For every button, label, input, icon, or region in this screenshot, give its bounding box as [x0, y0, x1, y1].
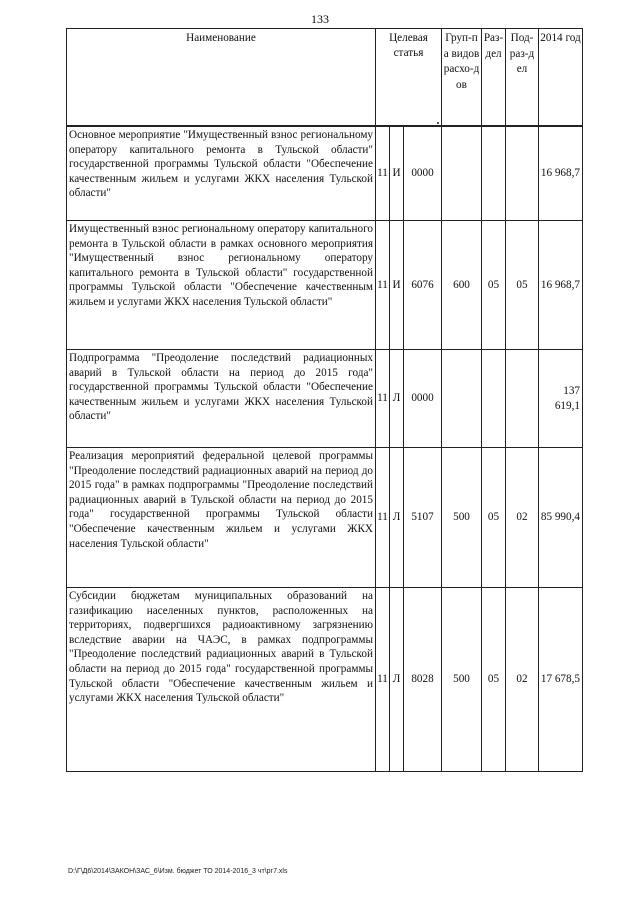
budget-table: [66, 28, 583, 772]
header-subsection: [506, 29, 539, 126]
header-year: 2014 год: [539, 29, 583, 126]
header-name: Наименование: [67, 29, 376, 126]
row-name: [67, 221, 376, 350]
row-cs-program: 11: [376, 127, 390, 221]
row-cs-subprogram: И: [390, 127, 404, 221]
row-cs-code: 5107: [404, 448, 442, 588]
row-name-text: Основное мероприятие "Имущественный взнос региональному оператору капитального ремонта в Тульской области" государственной программы Тульской области "Обеспечение качественным жильем и услугами ЖКХ населения Тульской области": [69, 129, 373, 200]
header-expense-group: [442, 29, 482, 126]
row-section: 05: [482, 448, 506, 588]
table-row: [67, 221, 583, 350]
row-group: 600: [442, 221, 482, 350]
row-amount: 85 990,4: [539, 448, 583, 588]
header-subsection-label: Под-раз-дел: [509, 32, 535, 75]
row-cs-code: 0000: [404, 127, 442, 221]
row-cs-code: 0000: [404, 350, 442, 448]
row-name: [67, 448, 376, 588]
row-name: [67, 588, 376, 772]
table-row: [67, 350, 583, 448]
row-amount: 137 619,1: [539, 350, 583, 448]
row-group: [442, 350, 482, 448]
row-cs-code: 8028: [404, 588, 442, 772]
row-subsection: 02: [506, 448, 539, 588]
header-section-label: Раз-дел: [483, 32, 504, 60]
page-number: 133: [311, 12, 329, 26]
header-target-article-label: Целевая статья: [389, 32, 428, 59]
row-subsection: 02: [506, 588, 539, 772]
row-cs-program: 11: [376, 448, 390, 588]
row-subsection: [506, 127, 539, 221]
row-subsection: 05: [506, 221, 539, 350]
row-name-text: Подпрограмма "Преодоление последствий радиационных аварий в Тульской области на период до 2015 года" государственной программы Тульской области "Обеспечение качественным жильем и услугами ЖКХ населения Тульской области": [69, 352, 373, 423]
file-path-footer: D:\Г\Д6\2014\ЗАКОН\ЗАС_6\Изм. бюджет ТО 2014-2016_3 чт\рг7.xls: [68, 868, 288, 875]
table-row: [67, 127, 583, 221]
row-amount: 16 968,7: [539, 127, 583, 221]
row-name-text: Реализация мероприятий федеральной целевой программы "Преодоление последствий радиационных аварий на период до 2015 года" в рамках подпрограммы "Преодоление последствий радиационных аварий в Тульской области на период до 2015 года" государственной программы Тульской области "Обеспечение качественным жильем и услугами ЖКХ населения Тульской области": [69, 450, 373, 550]
row-name: [67, 127, 376, 221]
row-section: 05: [482, 221, 506, 350]
row-cs-program: 11: [376, 221, 390, 350]
header-section: [482, 29, 506, 126]
row-cs-subprogram: Л: [390, 350, 404, 448]
row-amount: 17 678,5: [539, 588, 583, 772]
row-cs-program: 11: [376, 350, 390, 448]
row-cs-subprogram: И: [390, 221, 404, 350]
row-cs-code: 6076: [404, 221, 442, 350]
row-section: 05: [482, 588, 506, 772]
row-name-text: Субсидии бюджетам муниципальных образований на газификацию населенных пунктов, расположенных на территориях, подвергшихся радиоактивному загрязнению вследствие аварии на ЧАЭС, в рамках подпрограммы "Преодоление последствий радиационных аварий в Тульской области на период до 2015 года" государственной программы Тульской области "Обеспечение качественным жильем и услугами ЖКХ населения Тульской области": [69, 590, 373, 705]
row-name-text: Имущественный взнос региональному оператору капитального ремонта в Тульской области в рамках основного мероприятия "Имущественный взнос региональному оператору капитального ремонта в Тульской области" государственной программы Тульской области "Обеспечение качественным жильем и услугами ЖКХ населения Тульской области": [69, 223, 373, 308]
row-amount: 16 968,7: [539, 221, 583, 350]
table-row: [67, 588, 583, 772]
row-section: [482, 127, 506, 221]
table-row: [67, 448, 583, 588]
row-group: 500: [442, 448, 482, 588]
row-cs-subprogram: Л: [390, 448, 404, 588]
row-cs-program: 11: [376, 588, 390, 772]
row-cs-subprogram: Л: [390, 588, 404, 772]
row-group: 500: [442, 588, 482, 772]
header-expense-group-label: Груп-па видов расхо-дов: [443, 32, 480, 91]
table-header-row: [67, 29, 583, 126]
row-subsection: [506, 350, 539, 448]
row-section: [482, 350, 506, 448]
row-name: [67, 350, 376, 448]
header-target-article: [376, 29, 442, 126]
row-group: [442, 127, 482, 221]
